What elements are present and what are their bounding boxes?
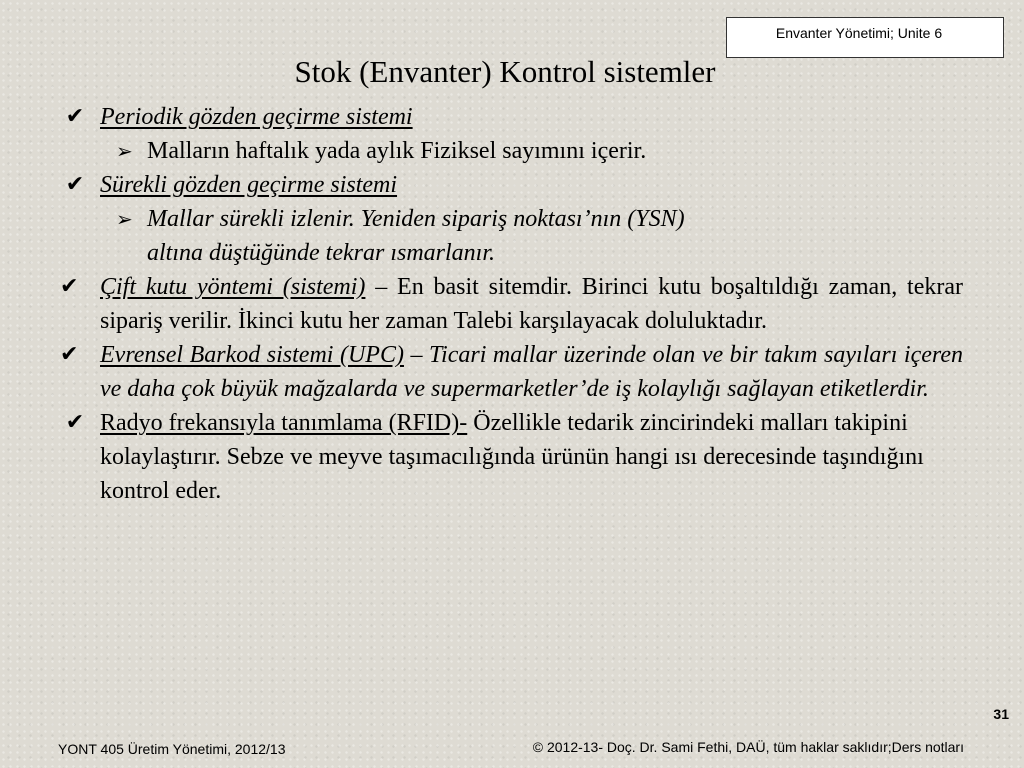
checkmark-icon: ✔: [60, 342, 79, 367]
bullet-continuous: [60, 168, 963, 202]
bullet-heading: Sürekli gözden geçirme sistemi: [100, 172, 398, 198]
checkmark-icon: ✔: [65, 104, 85, 129]
bullet-heading: Çift kutu yöntemi (sistemi): [100, 274, 366, 300]
bullet-heading: Evrensel Barkod sistemi (UPC): [100, 342, 404, 368]
checkmark-icon: ✔: [65, 410, 85, 435]
footer-course: YONT 405 Üretim Yönetimi, 2012/13: [58, 741, 286, 757]
bullet-upc: [60, 338, 963, 406]
unit-label: Envanter Yönetimi; Unite 6: [775, 25, 943, 41]
checkmark-icon: ✔: [65, 172, 85, 197]
arrow-right-icon: ➢: [116, 207, 133, 231]
bullet-heading: Radyo frekansıyla tanımlama (RFID)-: [100, 410, 468, 436]
bullet-periodic: [60, 100, 963, 134]
bullet-heading: Periodik gözden geçirme sistemi: [100, 104, 413, 130]
sub-bullet-text: Malların haftalık yada aylık Fiziksel sayımını içerir.: [147, 138, 647, 164]
slide-title: Stok (Envanter) Kontrol sistemler: [294, 54, 716, 89]
sub-bullet-line2: altına düştüğünde tekrar ısmarlanır.: [147, 240, 496, 266]
checkmark-icon: ✔: [60, 274, 79, 299]
bullet-text: – En basit sitemdir. Birinci kutu boşaltıldığı zaman, tekrar sipariş verilir. İkinci kutu her zaman Talebi karşılayacak doluluktadır.: [100, 274, 963, 334]
sub-bullet-periodic: [60, 134, 963, 168]
arrow-right-icon: ➢: [116, 139, 133, 163]
bullet-double-bin: [60, 270, 963, 338]
bullet-rfid: [60, 406, 963, 508]
footer-copyright: © 2012-13- Doç. Dr. Sami Fethi, DAÜ, tüm haklar saklıdır;Ders notları: [532, 739, 964, 755]
sub-bullet-continuous: [60, 202, 963, 270]
slide-content: [60, 100, 963, 508]
page-number: 31: [993, 706, 1009, 722]
sub-bullet-line1: Mallar sürekli izlenir. Yeniden sipariş noktası’nın (YSN): [147, 206, 685, 232]
bullet-text: Özellikle tedarik zincirindeki malları takipini kolaylaştırır. Sebze ve meyve taşımacılığında ürünün hangi ısı derecesinde taşındığını kontrol eder.: [100, 410, 924, 504]
bullet-text: – Ticari mallar üzerinde olan ve bir takım sayıları içeren ve daha çok büyük mağzalarda ve supermarketler’de iş kolaylığı sağlayan etiketlerdir.: [100, 342, 963, 402]
